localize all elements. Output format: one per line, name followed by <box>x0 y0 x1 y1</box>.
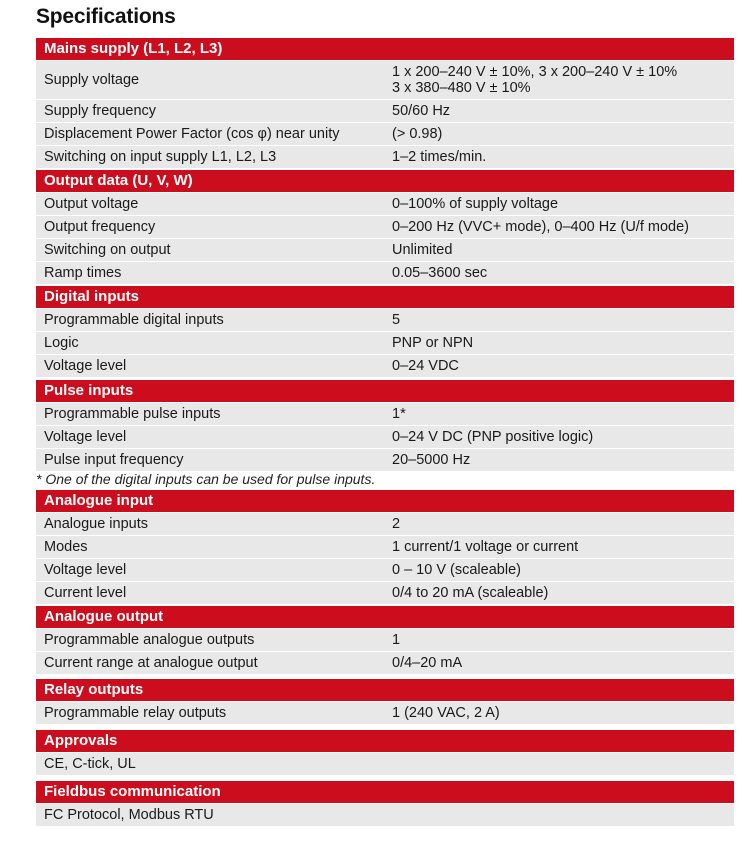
spec-label: Output frequency <box>44 219 156 235</box>
table-row <box>36 629 734 651</box>
spec-value: Unlimited <box>392 242 453 258</box>
spec-label: Ramp times <box>44 265 122 281</box>
table-row <box>36 582 734 604</box>
table-row <box>36 100 734 122</box>
spec-value: 0–200 Hz (VVC+ mode), 0–400 Hz (U/f mode) <box>392 219 689 235</box>
table-row <box>36 513 734 535</box>
spec-label: Supply voltage <box>44 72 140 88</box>
spec-label: Voltage level <box>44 429 127 445</box>
table-row <box>36 449 734 471</box>
spec-value: PNP or NPN <box>392 335 474 351</box>
section-fieldbus <box>36 781 734 826</box>
spec-label: Switching on input supply L1, L2, L3 <box>44 149 277 165</box>
section-header: Digital inputs <box>36 286 734 308</box>
spec-label: Programmable analogue outputs <box>44 632 255 648</box>
spec-label: Analogue inputs <box>44 516 148 532</box>
spec-label: Modes <box>44 539 88 555</box>
spec-label: Pulse input frequency <box>44 452 184 468</box>
section-digital-inputs <box>36 286 734 377</box>
spec-value <box>385 61 734 99</box>
spec-value-line: 3 x 380–480 V ± 10% <box>392 80 531 96</box>
section-mains-supply <box>36 38 734 168</box>
spec-text: CE, C-tick, UL <box>44 756 136 772</box>
footnote: * One of the digital inputs can be used for pulse inputs. <box>36 471 376 487</box>
spec-value: (> 0.98) <box>392 126 443 142</box>
spec-label: Current range at analogue output <box>44 655 258 671</box>
spec-value: 1 current/1 voltage or current <box>392 539 579 555</box>
section-header: Output data (U, V, W) <box>36 170 734 192</box>
section-header: Mains supply (L1, L2, L3) <box>36 38 734 60</box>
spec-label: Output voltage <box>44 196 139 212</box>
table-row <box>36 332 734 354</box>
table-row <box>36 123 734 145</box>
table-row <box>36 753 734 775</box>
spec-label: Logic <box>44 335 79 351</box>
table-row <box>36 652 734 674</box>
table-row <box>36 216 734 238</box>
section-header: Analogue output <box>36 606 734 628</box>
table-row <box>36 403 734 425</box>
spec-label: Voltage level <box>44 562 127 578</box>
spec-label: Switching on output <box>44 242 171 258</box>
section-relay-outputs <box>36 679 734 724</box>
spec-value: 0/4 to 20 mA (scaleable) <box>392 585 549 601</box>
spec-label: Supply frequency <box>44 103 157 119</box>
section-approvals <box>36 730 734 775</box>
spec-value: 20–5000 Hz <box>392 452 471 468</box>
section-header: Relay outputs <box>36 679 734 701</box>
section-analogue-output <box>36 606 734 674</box>
spec-label: Displacement Power Factor (cos φ) near unity <box>44 126 340 142</box>
spec-label: Current level <box>44 585 127 601</box>
table-row <box>36 61 734 99</box>
section-header: Pulse inputs <box>36 380 734 402</box>
spec-value: 1–2 times/min. <box>392 149 487 165</box>
section-header: Approvals <box>36 730 734 752</box>
section-pulse-inputs <box>36 380 734 471</box>
section-header: Analogue input <box>36 490 734 512</box>
table-row <box>36 146 734 168</box>
table-row <box>36 355 734 377</box>
spec-label: Programmable digital inputs <box>44 312 224 328</box>
table-row <box>36 804 734 826</box>
spec-text: FC Protocol, Modbus RTU <box>44 807 214 823</box>
spec-label: Voltage level <box>44 358 127 374</box>
spec-value: 0–24 VDC <box>392 358 459 374</box>
spec-label: Programmable pulse inputs <box>44 406 221 422</box>
spec-value: 0–100% of supply voltage <box>392 196 559 212</box>
spec-value: 0 – 10 V (scaleable) <box>392 562 521 578</box>
spec-value: 1 <box>392 632 401 648</box>
page-title: Specifications <box>36 5 176 28</box>
section-header: Fieldbus communication <box>36 781 734 803</box>
table-row <box>36 559 734 581</box>
table-row <box>36 262 734 284</box>
table-row <box>36 309 734 331</box>
section-analogue-input <box>36 490 734 604</box>
spec-value-line: 1 x 200–240 V ± 10%, 3 x 200–240 V ± 10% <box>392 64 678 80</box>
spec-value: 0–24 V DC (PNP positive logic) <box>392 429 594 445</box>
spec-value: 5 <box>392 312 401 328</box>
spec-value: 1 (240 VAC, 2 A) <box>392 705 500 721</box>
table-row <box>36 426 734 448</box>
table-row <box>36 536 734 558</box>
spec-value: 2 <box>392 516 401 532</box>
spec-value: 0/4–20 mA <box>392 655 463 671</box>
spec-value: 50/60 Hz <box>392 103 451 119</box>
table-row <box>36 193 734 215</box>
spec-value: 0.05–3600 sec <box>392 265 488 281</box>
spec-value: 1* <box>392 406 406 422</box>
table-row <box>36 702 734 724</box>
section-output-data <box>36 170 734 284</box>
spec-label: Programmable relay outputs <box>44 705 227 721</box>
table-row <box>36 239 734 261</box>
